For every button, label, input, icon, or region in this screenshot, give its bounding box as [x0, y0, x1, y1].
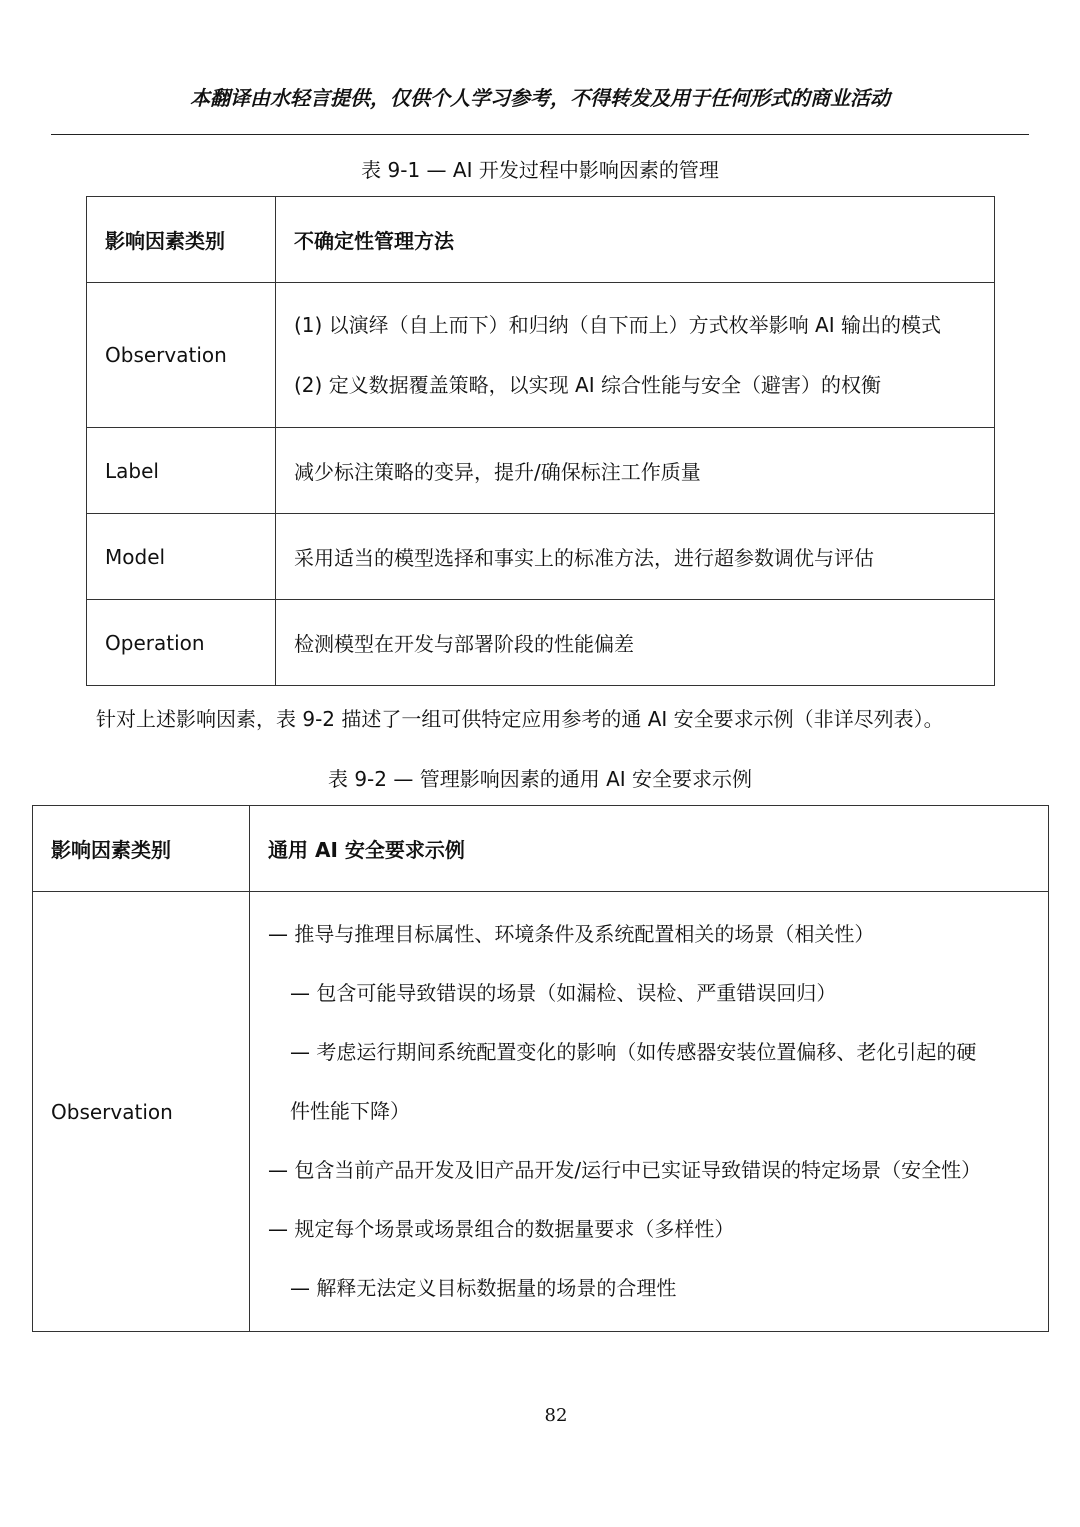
- table1-row-category: Model: [87, 514, 276, 600]
- table-row: [87, 514, 995, 600]
- table1-row-content: 采用适当的模型选择和事实上的标准方法，进行超参数调优与评估: [276, 514, 995, 600]
- requirement-subline: — 解释无法定义目标数据量的场景的合理性: [290, 1276, 677, 1300]
- header-divider: [51, 134, 1029, 135]
- header-notice: 本翻译由水轻言提供，仅供个人学习参考，不得转发及用于任何形式的商业活动: [190, 86, 890, 110]
- table-row: [87, 428, 995, 514]
- requirement-subline: — 包含可能导致错误的场景（如漏检、误检、严重错误回归）: [290, 981, 837, 1005]
- requirement-subline-continuation: 件性能下降）: [290, 1099, 410, 1123]
- table-row: [33, 892, 1049, 1332]
- table1-caption: 表 9-1 — AI 开发过程中影响因素的管理: [361, 158, 719, 182]
- table2-header-category: 影响因素类别: [33, 806, 250, 892]
- table1-row-content: [276, 283, 995, 428]
- table2-row-content: [250, 892, 1049, 1332]
- requirement-line: — 推导与推理目标属性、环境条件及系统配置相关的场景（相关性）: [268, 922, 875, 946]
- table1: [86, 196, 995, 686]
- table1-header-row: [87, 197, 995, 283]
- requirement-line: — 包含当前产品开发及旧产品开发/运行中已实证导致错误的特定场景（安全性）: [268, 1158, 982, 1182]
- table-row: [87, 283, 995, 428]
- table1-row-category: Operation: [87, 600, 276, 686]
- table1-row-category: Observation: [87, 283, 276, 428]
- requirement-subline: — 考虑运行期间系统配置变化的影响（如传感器安装位置偏移、老化引起的硬: [290, 1040, 977, 1064]
- table1-row-content: 检测模型在开发与部署阶段的性能偏差: [276, 600, 995, 686]
- body-paragraph: 针对上述影响因素，表 9-2 描述了一组可供特定应用参考的通 AI 安全要求示例（非详尽列表）。: [96, 707, 944, 731]
- table1-header-category: 影响因素类别: [87, 197, 276, 283]
- table2-row-category: Observation: [33, 892, 250, 1332]
- table1-row-line: (1) 以演绎（自上而下）和归纳（自下而上）方式枚举影响 AI 输出的模式: [294, 313, 941, 337]
- requirement-line: — 规定每个场景或场景组合的数据量要求（多样性）: [268, 1217, 735, 1241]
- table2-caption: 表 9-2 — 管理影响因素的通用 AI 安全要求示例: [327, 767, 753, 791]
- table2-header-row: [33, 806, 1049, 892]
- table1-header-method: 不确定性管理方法: [276, 197, 995, 283]
- table1-row-category: Label: [87, 428, 276, 514]
- table1-row-content: 减少标注策略的变异，提升/确保标注工作质量: [276, 428, 995, 514]
- table2-header-requirements: 通用 AI 安全要求示例: [250, 806, 1049, 892]
- table1-row-line: (2) 定义数据覆盖策略，以实现 AI 综合性能与安全（避害）的权衡: [294, 373, 881, 397]
- page-number: 82: [544, 1405, 568, 1426]
- table2: [32, 805, 1049, 1332]
- table-row: [87, 600, 995, 686]
